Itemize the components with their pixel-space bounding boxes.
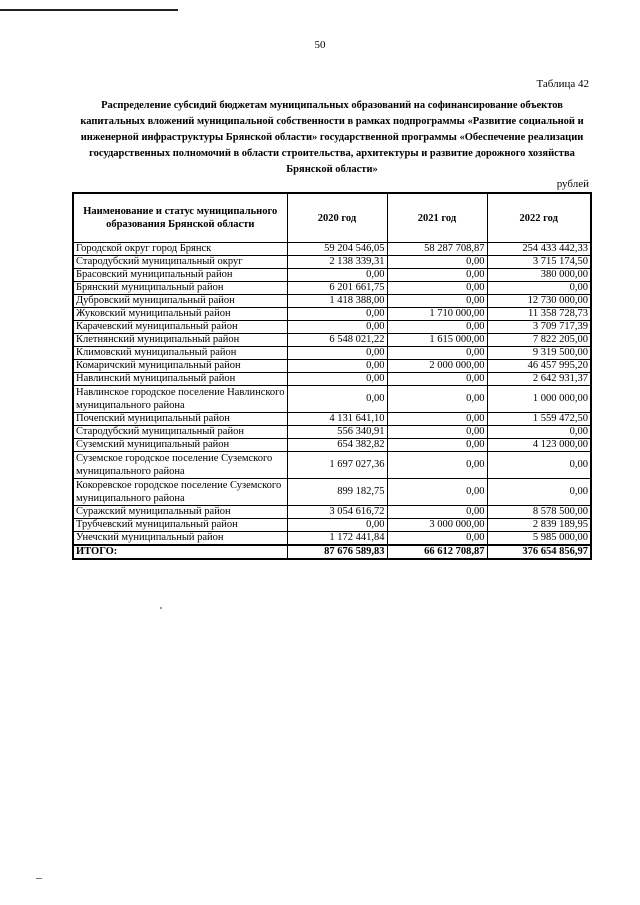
total-2022: 376 654 856,97 <box>487 545 591 559</box>
row-name-cell: Навлинское городское поселение Навлинского муниципального района <box>73 386 287 413</box>
row-name-cell: Жуковский муниципальный район <box>73 308 287 321</box>
table-row <box>73 479 591 506</box>
table-row <box>73 334 591 347</box>
row-2022-cell: 0,00 <box>487 426 591 439</box>
row-2020-cell: 1 697 027,36 <box>287 452 387 479</box>
row-2022-cell: 9 319 500,00 <box>487 347 591 360</box>
row-name-cell: Городской округ город Брянск <box>73 243 287 256</box>
row-2021-cell: 0,00 <box>387 386 487 413</box>
row-2022-cell: 7 822 205,00 <box>487 334 591 347</box>
row-2022-cell: 8 578 500,00 <box>487 506 591 519</box>
row-2021-cell: 0,00 <box>387 413 487 426</box>
row-name-cell: Брянский муниципальный район <box>73 282 287 295</box>
row-2021-cell: 0,00 <box>387 479 487 506</box>
table-header-row <box>73 193 591 243</box>
total-row <box>73 545 591 559</box>
top-rule <box>0 9 178 11</box>
row-2022-cell: 380 000,00 <box>487 269 591 282</box>
row-2022-cell: 2 839 189,95 <box>487 519 591 532</box>
table-row <box>73 506 591 519</box>
row-2020-cell: 6 201 661,75 <box>287 282 387 295</box>
row-2020-cell: 0,00 <box>287 269 387 282</box>
row-2022-cell: 4 123 000,00 <box>487 439 591 452</box>
row-2022-cell: 2 642 931,37 <box>487 373 591 386</box>
table-row <box>73 295 591 308</box>
row-2021-cell: 0,00 <box>387 269 487 282</box>
scan-speck <box>160 607 162 609</box>
row-name-cell: Кокоревское городское поселение Суземского муниципального района <box>73 479 287 506</box>
row-name-cell: Суземский муниципальный район <box>73 439 287 452</box>
row-name-cell: Карачевский муниципальный район <box>73 321 287 334</box>
table-row <box>73 269 591 282</box>
total-2021: 66 612 708,87 <box>387 545 487 559</box>
row-2020-cell: 0,00 <box>287 386 387 413</box>
page-number: 50 <box>314 39 326 51</box>
row-2022-cell: 0,00 <box>487 479 591 506</box>
row-name-cell: Стародубский муниципальный округ <box>73 256 287 269</box>
row-2022-cell: 12 730 000,00 <box>487 295 591 308</box>
row-2020-cell: 899 182,75 <box>287 479 387 506</box>
row-2022-cell: 46 457 995,20 <box>487 360 591 373</box>
row-name-cell: Стародубский муниципальный район <box>73 426 287 439</box>
header-2022: 2022 год <box>487 193 591 243</box>
row-name-cell: Навлинский муниципальный район <box>73 373 287 386</box>
row-2022-cell: 0,00 <box>487 282 591 295</box>
row-2020-cell: 1 418 388,00 <box>287 295 387 308</box>
row-name-cell: Дубровский муниципальный район <box>73 295 287 308</box>
row-2020-cell: 0,00 <box>287 373 387 386</box>
row-2021-cell: 58 287 708,87 <box>387 243 487 256</box>
row-2022-cell: 5 985 000,00 <box>487 532 591 546</box>
row-name-cell: Клетнянский муниципальный район <box>73 334 287 347</box>
row-2020-cell: 3 054 616,72 <box>287 506 387 519</box>
row-2021-cell: 0,00 <box>387 373 487 386</box>
row-2021-cell: 3 000 000,00 <box>387 519 487 532</box>
scan-speck <box>36 878 42 879</box>
row-2020-cell: 0,00 <box>287 308 387 321</box>
row-name-cell: Климовский муниципальный район <box>73 347 287 360</box>
row-2021-cell: 0,00 <box>387 532 487 546</box>
table-row <box>73 256 591 269</box>
row-name-cell: Комаричский муниципальный район <box>73 360 287 373</box>
row-2020-cell: 0,00 <box>287 360 387 373</box>
row-2022-cell: 3 715 174,50 <box>487 256 591 269</box>
row-2021-cell: 0,00 <box>387 256 487 269</box>
row-name-cell: Трубчевский муниципальный район <box>73 519 287 532</box>
document-title: Распределение субсидий бюджетам муниципальных образований на софинансирование объектов капитальных вложений муниципальной собственности в рамках подпрограммы «Развитие социальной и инженерной инфраструктуры Брянской области» государственной программы «Обеспечение реализации государственных полномочий в области строительства, архитектуры и развитие дорожного хозяйства Брянской области» <box>80 100 584 175</box>
row-name-cell: Суражский муниципальный район <box>73 506 287 519</box>
row-name-cell: Почепский муниципальный район <box>73 413 287 426</box>
row-2021-cell: 1 615 000,00 <box>387 334 487 347</box>
row-2022-cell: 1 000 000,00 <box>487 386 591 413</box>
table-body <box>73 243 591 560</box>
table-row <box>73 282 591 295</box>
table-row <box>73 243 591 256</box>
table-row <box>73 439 591 452</box>
row-2021-cell: 1 710 000,00 <box>387 308 487 321</box>
row-2020-cell: 0,00 <box>287 321 387 334</box>
table-row <box>73 519 591 532</box>
subsidy-table <box>72 192 592 560</box>
row-2020-cell: 59 204 546,05 <box>287 243 387 256</box>
row-2021-cell: 0,00 <box>387 282 487 295</box>
header-2020: 2020 год <box>287 193 387 243</box>
row-2022-cell: 1 559 472,50 <box>487 413 591 426</box>
row-name-cell: Брасовский муниципальный район <box>73 269 287 282</box>
row-2020-cell: 0,00 <box>287 519 387 532</box>
row-2022-cell: 254 433 442,33 <box>487 243 591 256</box>
row-2021-cell: 0,00 <box>387 426 487 439</box>
row-2021-cell: 2 000 000,00 <box>387 360 487 373</box>
row-2021-cell: 0,00 <box>387 439 487 452</box>
row-name-cell: Суземское городское поселение Суземского муниципального района <box>73 452 287 479</box>
row-2020-cell: 6 548 021,22 <box>287 334 387 347</box>
unit-label: рублей <box>556 178 589 190</box>
row-2021-cell: 0,00 <box>387 347 487 360</box>
total-2020: 87 676 589,83 <box>287 545 387 559</box>
row-2021-cell: 0,00 <box>387 295 487 308</box>
row-2022-cell: 11 358 728,73 <box>487 308 591 321</box>
table-row <box>73 321 591 334</box>
row-2020-cell: 0,00 <box>287 347 387 360</box>
row-2020-cell: 4 131 641,10 <box>287 413 387 426</box>
row-2020-cell: 1 172 441,84 <box>287 532 387 546</box>
table-row <box>73 373 591 386</box>
table-row <box>73 426 591 439</box>
table-row <box>73 532 591 546</box>
row-2020-cell: 654 382,82 <box>287 439 387 452</box>
table-row <box>73 360 591 373</box>
total-label: ИТОГО: <box>73 545 287 559</box>
header-2021: 2021 год <box>387 193 487 243</box>
table-row <box>73 452 591 479</box>
row-2021-cell: 0,00 <box>387 506 487 519</box>
row-2020-cell: 556 340,91 <box>287 426 387 439</box>
row-2022-cell: 0,00 <box>487 452 591 479</box>
row-2020-cell: 2 138 339,31 <box>287 256 387 269</box>
row-2021-cell: 0,00 <box>387 452 487 479</box>
table-row <box>73 386 591 413</box>
header-name: Наименование и статус муниципального образования Брянской области <box>73 193 287 243</box>
table-row <box>73 347 591 360</box>
row-2022-cell: 3 709 717,39 <box>487 321 591 334</box>
table-label: Таблица 42 <box>536 78 589 90</box>
row-name-cell: Унечский муниципальный район <box>73 532 287 546</box>
row-2021-cell: 0,00 <box>387 321 487 334</box>
table-row <box>73 413 591 426</box>
table-row <box>73 308 591 321</box>
